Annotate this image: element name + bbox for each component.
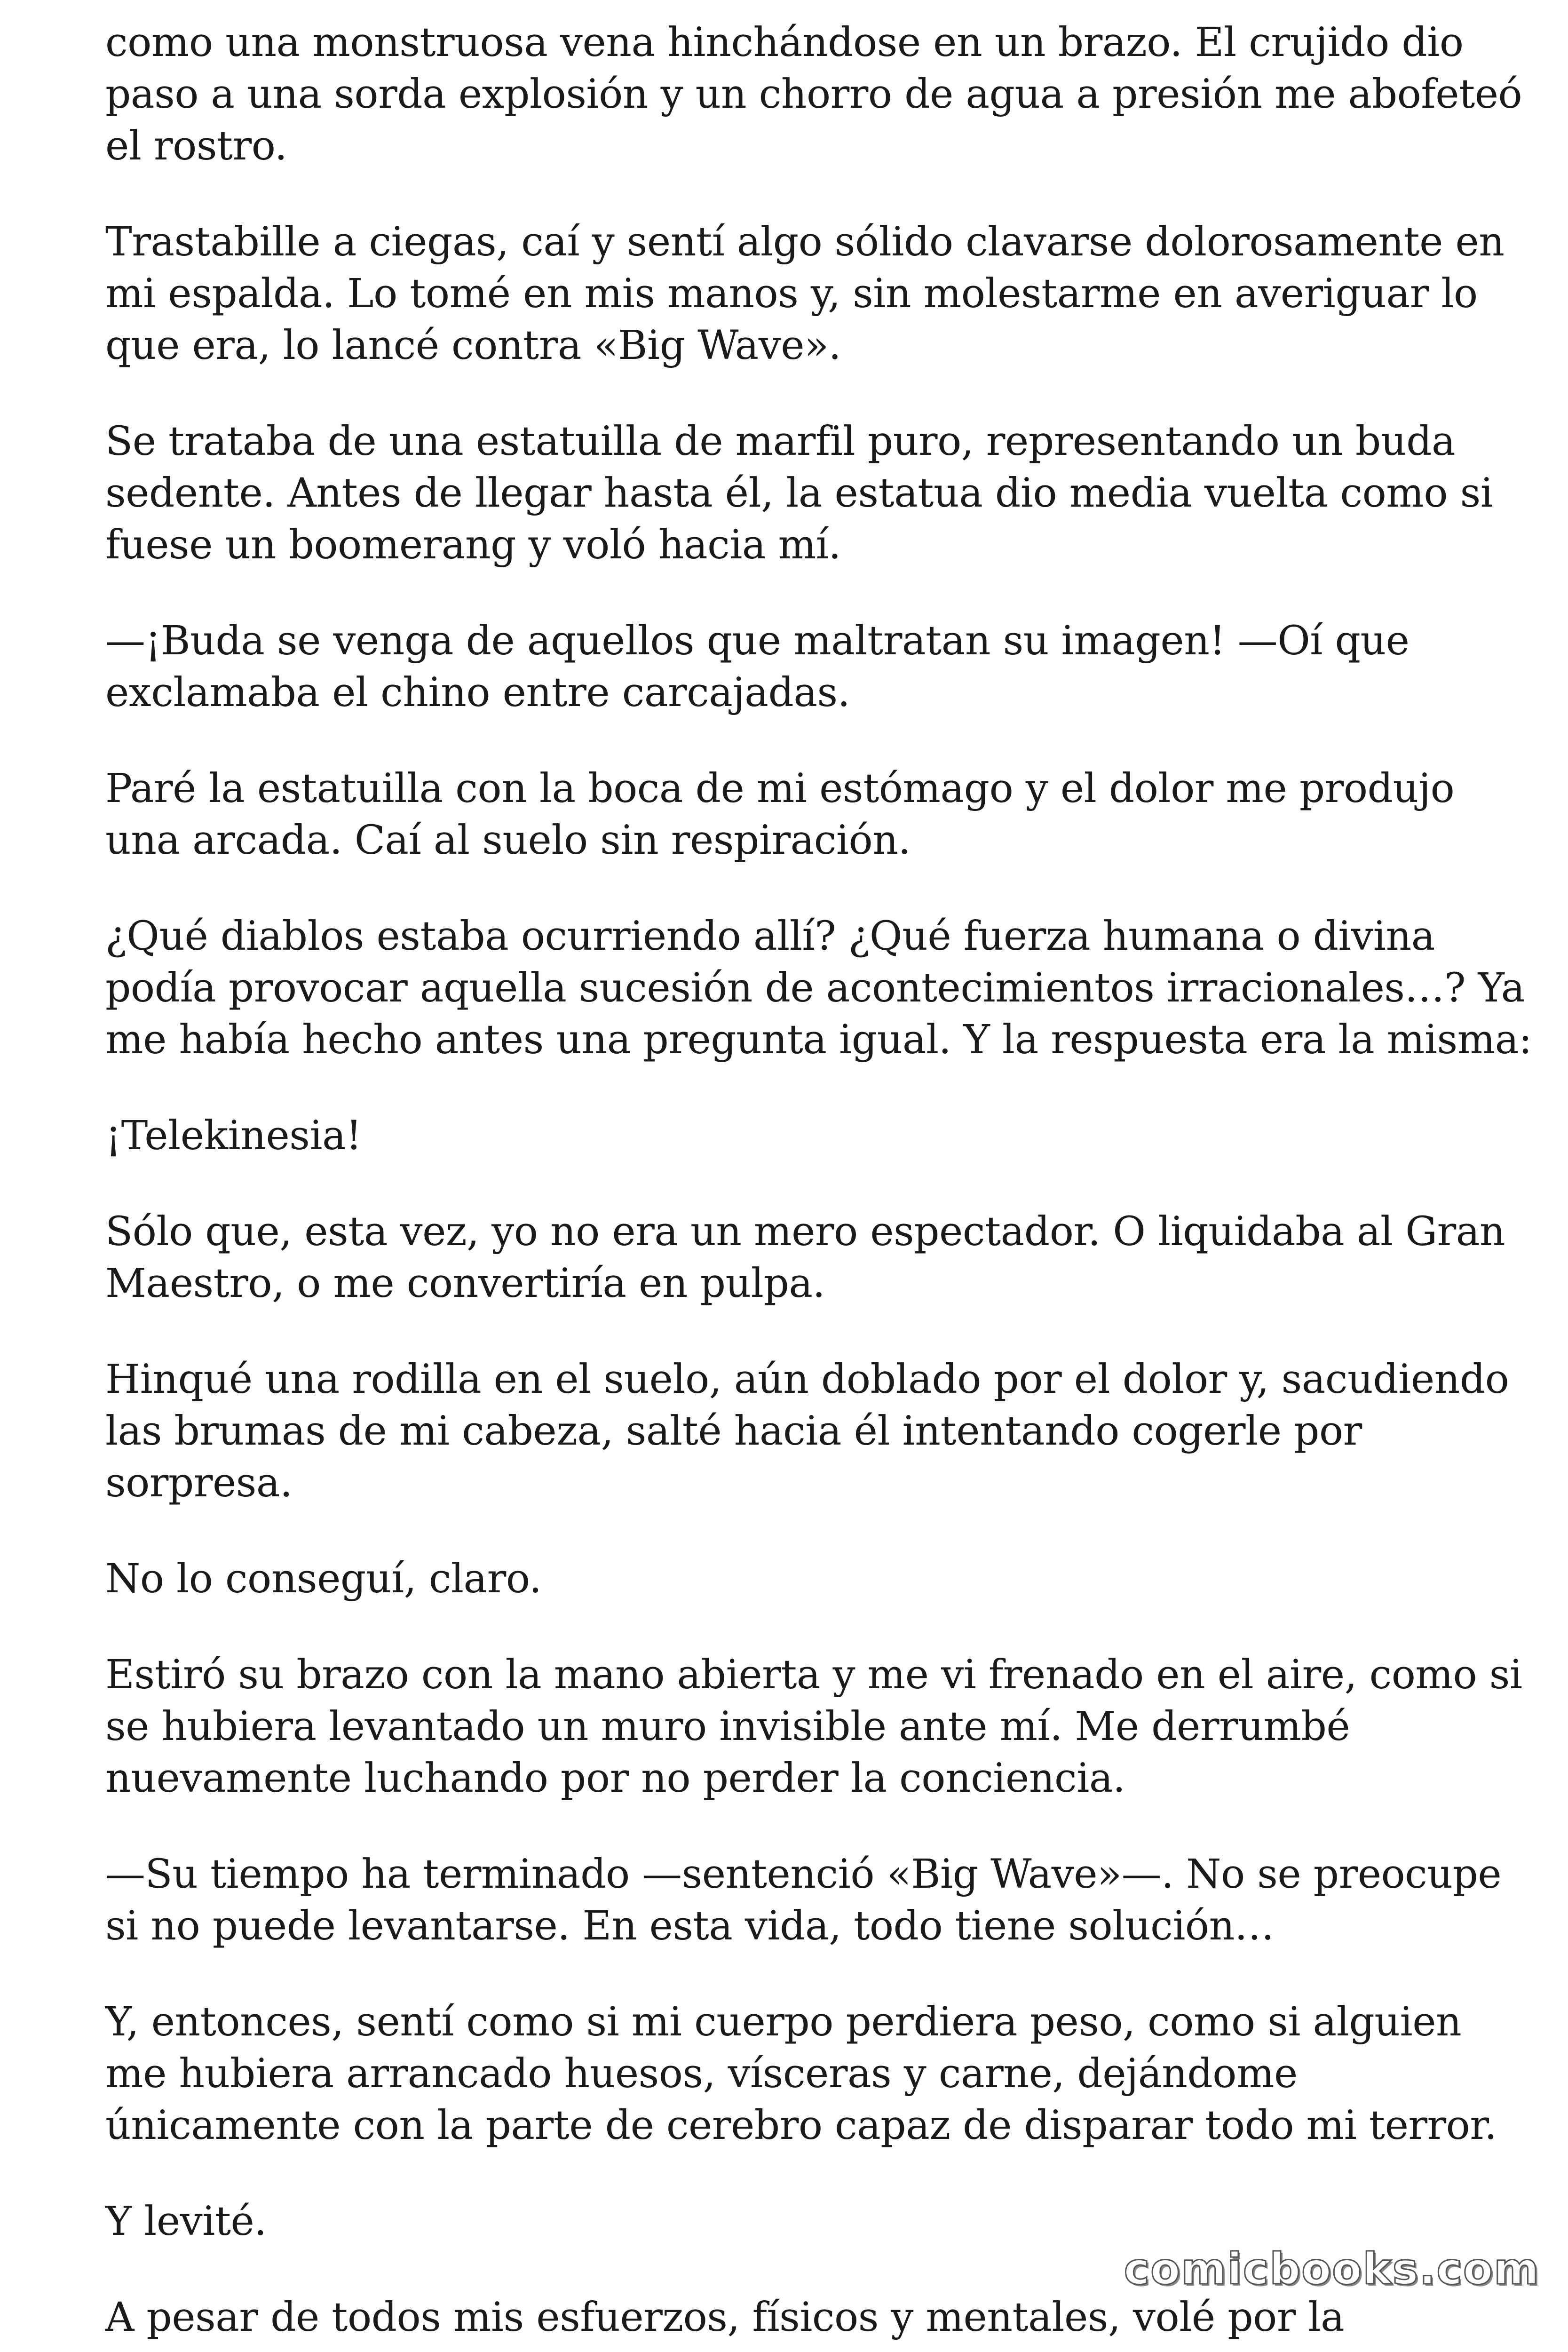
paragraph	[105, 1553, 1479, 1605]
text-line: me había hecho antes una pregunta igual. Y la respuesta era la misma:	[105, 1017, 1532, 1063]
text-line: sorpresa.	[105, 1460, 293, 1506]
paragraph	[105, 2196, 1479, 2248]
paragraph	[105, 416, 1493, 571]
text-line: como una monstruosa vena hinchándose en un brazo. El crujido dio	[105, 19, 1464, 66]
text-line: paso a una sorda explosión y un chorro de agua a presión me abofeteó	[105, 71, 1522, 118]
text-line: Y, entonces, sentí como si mi cuerpo perdiera peso, como si alguien	[105, 1999, 1462, 2045]
paragraph	[105, 911, 1532, 1066]
text-line: Hinqué una rodilla en el suelo, aún doblado por el dolor y, sacudiendo	[105, 1356, 1509, 1403]
text-line: únicamente con la parte de cerebro capaz de disparar todo mi terror.	[105, 2102, 1497, 2149]
body-text	[105, 17, 1532, 2352]
text-line: ¡Telekinesia!	[105, 1112, 362, 1159]
paragraph	[105, 1849, 1502, 1952]
paragraph	[105, 1996, 1497, 2152]
text-line: las brumas de mi cabeza, salté hacia él intentando cogerle por	[105, 1408, 1362, 1454]
text-line: nuevamente luchando por no perder la conciencia.	[105, 1755, 1125, 1802]
text-line: que era, lo lancé contra «Big Wave».	[105, 322, 841, 369]
text-line: una arcada. Caí al suelo sin respiración.	[105, 817, 911, 864]
text-line: Estiró su brazo con la mano abierta y me vi frenado en el aire, como si	[105, 1652, 1522, 1698]
paragraph	[105, 2292, 1479, 2344]
text-line: el rostro.	[105, 123, 287, 169]
text-line: ¿Qué diablos estaba ocurriendo allí? ¿Qué fuerza humana o divina	[105, 913, 1435, 960]
paragraph	[105, 216, 1505, 372]
text-line: —¡Buda se venga de aquellos que maltratan su imagen! —Oí que	[105, 618, 1410, 664]
paragraph	[105, 615, 1479, 719]
text-line: si no puede levantarse. En esta vida, todo tiene solución…	[105, 1903, 1275, 1949]
text-line: —Su tiempo ha terminado —sentenció «Big Wave»—. No se preocupe	[105, 1851, 1502, 1898]
text-line: Se trataba de una estatuilla de marfil puro, representando un buda	[105, 418, 1456, 465]
text-line: sedente. Antes de llegar hasta él, la estatua dio media vuelta como si	[105, 470, 1493, 516]
paragraph	[105, 1354, 1509, 1509]
text-line: Paré la estatuilla con la boca de mi estómago y el dolor me produjo	[105, 765, 1455, 812]
paragraph	[105, 1206, 1505, 1310]
watermark-logo: comicbooks.com	[1124, 2244, 1540, 2294]
text-line: No lo conseguí, claro.	[105, 1556, 542, 1602]
text-line: Sólo que, esta vez, yo no era un mero espectador. O liquidaba al Gran	[105, 1208, 1505, 1255]
text-line: exclamaba el chino entre carcajadas.	[105, 669, 850, 716]
text-line: Y levité.	[105, 2198, 267, 2245]
text-line: se hubiera levantado un muro invisible ante mí. Me derrumbé	[105, 1703, 1350, 1750]
text-line: mi espalda. Lo tomé en mis manos y, sin molestarme en averiguar lo	[105, 270, 1478, 317]
paragraph	[105, 1649, 1522, 1804]
paragraph	[105, 17, 1522, 172]
text-line: Trastabille a ciegas, caí y sentí algo sólido clavarse dolorosamente en	[105, 219, 1505, 265]
text-line: Maestro, o me convertiría en pulpa.	[105, 1260, 825, 1307]
text-line: podía provocar aquella sucesión de acontecimientos irracionales…? Ya	[105, 965, 1525, 1011]
text-line: A pesar de todos mis esfuerzos, físicos y mentales, volé por la	[105, 2294, 1345, 2341]
paragraph	[105, 763, 1479, 866]
text-line: fuese un boomerang y voló hacia mí.	[105, 522, 841, 568]
text-line: me hubiera arrancado huesos, vísceras y carne, dejándome	[105, 2050, 1298, 2097]
paragraph	[105, 1110, 1479, 1162]
